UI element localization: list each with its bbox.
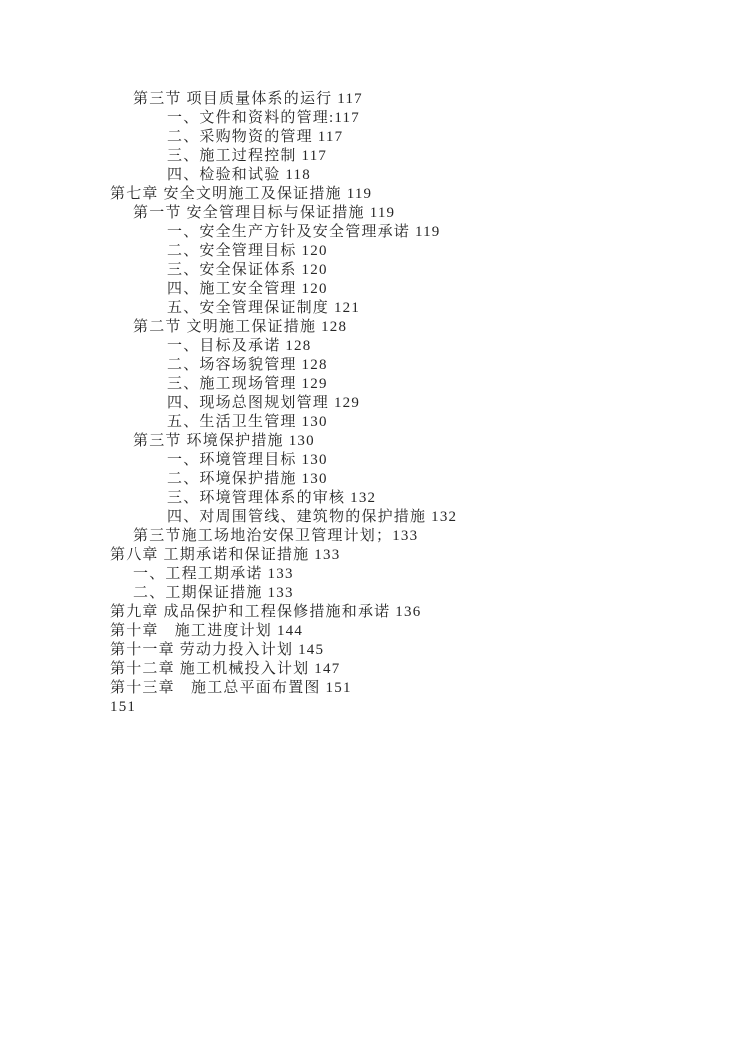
toc-line: 第十一章 劳动力投入计划 145 — [110, 642, 325, 658]
toc-line: 二、安全管理目标 120 — [167, 243, 328, 259]
toc-line: 第十三章 施工总平面布置图 151 — [110, 680, 352, 696]
toc-line: 五、安全管理保证制度 121 — [167, 300, 361, 316]
toc-line: 151 — [110, 699, 137, 715]
toc-line: 第八章 工期承诺和保证措施 133 — [110, 547, 341, 563]
toc-line: 三、安全保证体系 120 — [167, 262, 328, 278]
toc-line: 一、文件和资料的管理:117 — [167, 110, 360, 126]
toc-line: 第三节 项目质量体系的运行 117 — [133, 91, 363, 107]
toc-line: 三、施工现场管理 129 — [167, 376, 328, 392]
toc-line: 第二节 文明施工保证措施 128 — [133, 319, 348, 335]
toc-line: 二、环境保护措施 130 — [167, 471, 328, 487]
toc-line: 第十章 施工进度计划 144 — [110, 623, 304, 639]
toc-line: 五、生活卫生管理 130 — [167, 414, 328, 430]
toc-line: 第十二章 施工机械投入计划 147 — [110, 661, 341, 677]
toc-line: 第一节 安全管理目标与保证措施 119 — [133, 205, 396, 221]
toc-list — [0, 90, 744, 717]
toc-line: 三、施工过程控制 117 — [167, 148, 328, 164]
toc-line: 三、环境管理体系的审核 132 — [167, 490, 377, 506]
toc-line: 二、工期保证措施 133 — [133, 585, 294, 601]
toc-line: 四、检验和试验 118 — [167, 167, 311, 183]
toc-line: 第三节施工场地治安保卫管理计划；133 — [133, 528, 419, 544]
toc-line: 一、安全生产方针及安全管理承诺 119 — [167, 224, 441, 240]
toc-line: 第九章 成品保护和工程保修措施和承诺 136 — [110, 604, 422, 620]
toc-line: 一、目标及承诺 128 — [167, 338, 312, 354]
toc-line: 四、施工安全管理 120 — [167, 281, 328, 297]
toc-line: 第三节 环境保护措施 130 — [133, 433, 315, 449]
toc-line: 第七章 安全文明施工及保证措施 119 — [110, 186, 373, 202]
toc-line: 一、工程工期承诺 133 — [133, 566, 294, 582]
toc-line: 二、采购物资的管理 117 — [167, 129, 344, 145]
toc-line: 二、场容场貌管理 128 — [167, 357, 328, 373]
toc-line: 四、对周围管线、建筑物的保护措施 132 — [167, 509, 458, 525]
toc-line: 一、环境管理目标 130 — [167, 452, 328, 468]
toc-line: 四、现场总图规划管理 129 — [167, 395, 361, 411]
